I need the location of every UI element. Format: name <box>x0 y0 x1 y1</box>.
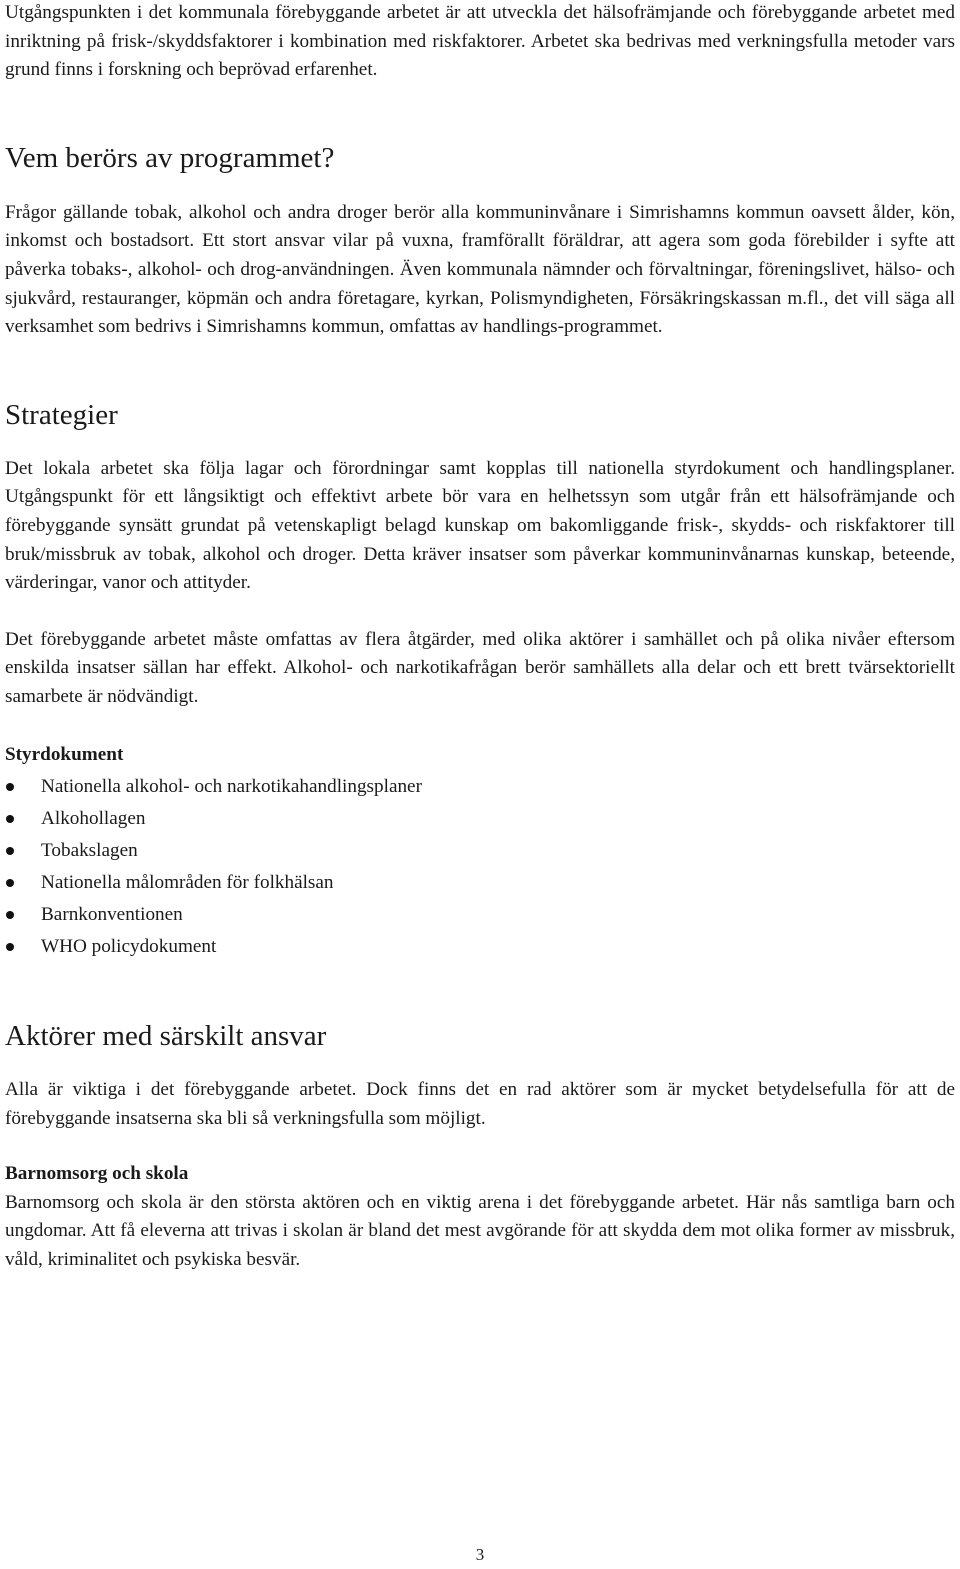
styrdokument-list <box>5 771 955 963</box>
subheading-barnomsorg: Barnomsorg och skola <box>5 1163 189 1185</box>
list-item: WHO policydokument <box>5 931 955 963</box>
bullet-icon <box>6 911 14 919</box>
strategier-paragraph-1: Det lokala arbetet ska följa lagar och förordningar samt kopplas till nationella styrdokument och handlingsplaner. Utgångspunkt för ett långsiktigt och effektivt arbete bör vara en helhetssyn som utgår från ett hälsofrämjande och förebyggande synsätt grundat på vetenskapligt belagd kunskap om bakomliggande frisk-, skydds- och riskfaktorer till bruk/missbruk av tobak, alkohol och droger. Detta kräver insatser som påverkar kommuninvånarnas kunskap, beteende, värderingar, vanor och attityder. <box>5 457 955 594</box>
bullet-icon <box>6 847 14 855</box>
bullet-icon <box>6 783 14 791</box>
list-item: Barnkonventionen <box>5 899 955 931</box>
document-page <box>5 0 955 1275</box>
page-number: 3 <box>475 1545 485 1564</box>
list-item: Tobakslagen <box>5 835 955 867</box>
section-heading-strategier: Strategier <box>5 398 118 431</box>
strategier-paragraph-2: Det förebyggande arbetet måste omfattas av flera åtgärder, med olika aktörer i samhället och på olika nivåer eftersom enskilda insatser sällan har effekt. Alkohol- och narkotikafrågan berör samhällets alla delar och ett brett tvärsektoriellt samarbete är nödvändigt. <box>5 628 955 707</box>
list-item: Nationella målområden för folkhälsan <box>5 867 955 899</box>
bullet-icon <box>6 879 14 887</box>
barnomsorg-paragraph: Barnomsorg och skola är den största aktören och en viktig arena i det förebyggande arbetet. Här nås samtliga barn och ungdomar. Att få eleverna att trivas i skolan är bland det mest avgörande för att skydda dem mot olika former av missbruk, våld, kriminalitet och psykiska besvär. <box>5 1191 955 1271</box>
section-heading-aktorer: Aktörer med särskilt ansvar <box>5 1020 327 1053</box>
list-item: Nationella alkohol- och narkotikahandlingsplaner <box>5 771 955 803</box>
vem-paragraph: Frågor gällande tobak, alkohol och andra droger berör alla kommuninvånare i Simrishamns kommun oavsett ålder, kön, inkomst och bostadsort. Ett stort ansvar vilar på vuxna, framförallt föräldrar, att agera som goda förebilder i syfte att påverka tobaks-, alkohol- och drog-användningen. Även kommunala nämnder och förvaltningar, föreningslivet, hälso- och sjukvård, restauranger, köpmän och andra företagare, kyrkan, Polismyndigheten, Försäkringskassan m.fl., det vill säga all verksamhet som bedrivs i Simrishamns kommun, omfattas av handlings-programmet. <box>5 201 955 338</box>
section-heading-vem: Vem berörs av programmet? <box>5 141 335 174</box>
subheading-styrdokument: Styrdokument <box>5 743 124 765</box>
bullet-icon <box>6 815 14 823</box>
list-item: Alkohollagen <box>5 803 955 835</box>
bullet-icon <box>6 943 14 951</box>
aktorer-paragraph: Alla är viktiga i det förebyggande arbetet. Dock finns det en rad aktörer som är mycket betydelsefulla för att de förebyggande insatserna ska bli så verkningsfulla som möjligt. <box>5 1079 955 1129</box>
intro-paragraph: Utgångspunkten i det kommunala förebyggande arbetet är att utveckla det hälsofrämjande och förebyggande arbetet med inriktning på frisk-/skyddsfaktorer i kombination med riskfaktorer. Arbetet ska bedrivas med verkningsfulla metoder vars grund finns i forskning och beprövad erfarenhet. <box>5 2 955 81</box>
